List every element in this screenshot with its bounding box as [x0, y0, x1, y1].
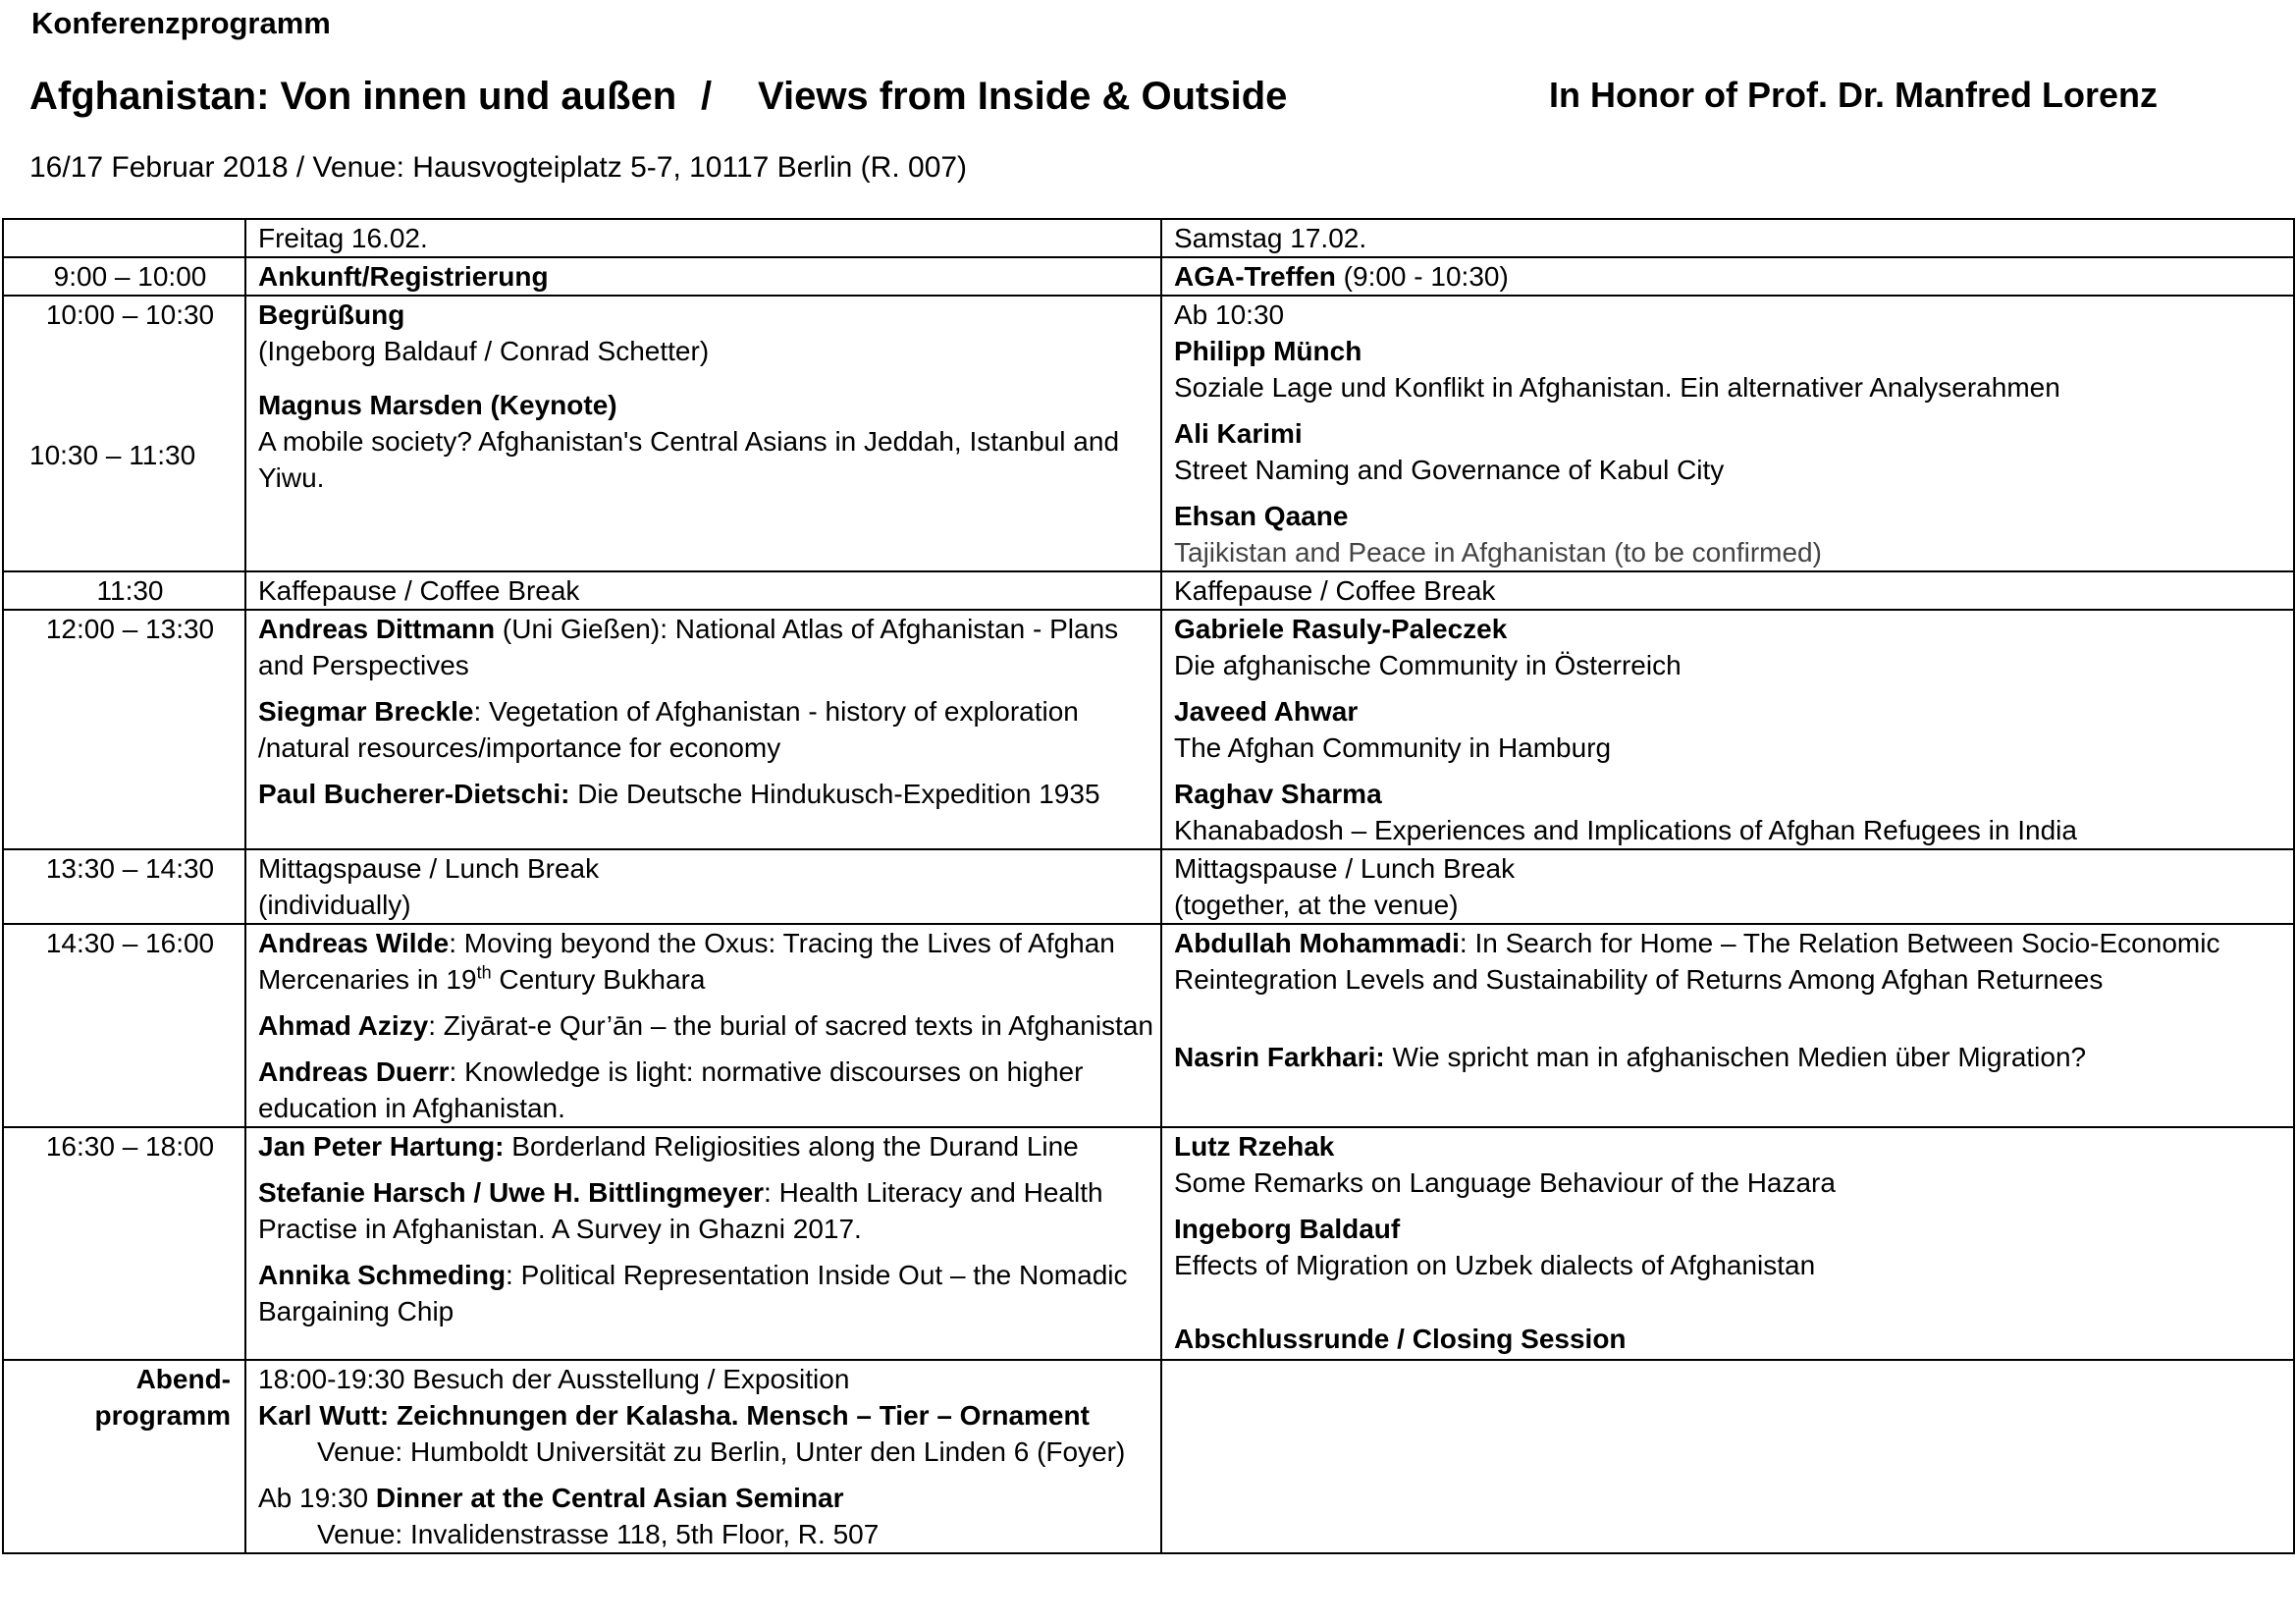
conference-title — [29, 75, 2268, 130]
talk-title: Some Remarks on Language Behaviour of the Hazara — [1174, 1167, 1836, 1198]
talk-entry — [258, 611, 1160, 683]
session-time: (9:00 - 10:30) — [1335, 261, 1509, 292]
friday-cell: Kaffepause / Coffee Break — [245, 571, 1161, 610]
talk-title: (Ingeborg Baldauf / Conrad Schetter) — [258, 336, 710, 366]
speaker-name: Begrüßung — [258, 299, 405, 330]
break-note: (together, at the venue) — [1174, 890, 1459, 920]
friday-cell — [245, 610, 1161, 849]
talk-title: : Political Representation Inside Out – the Nomadic Bargaining Chip — [258, 1260, 1128, 1326]
time-cell: 12:00 – 13:30 — [3, 610, 245, 849]
talk-title: Die Deutsche Hindukusch-Expedition 1935 — [569, 779, 1100, 809]
speaker-name: Ehsan Qaane — [1174, 501, 1349, 531]
speaker-name: Ingeborg Baldauf — [1174, 1214, 1401, 1244]
speaker-name: Lutz Rzehak — [1174, 1131, 1335, 1162]
table-row — [3, 296, 2294, 571]
saturday-cell — [1161, 296, 2294, 571]
speaker-name: Andreas Duerr — [258, 1056, 450, 1087]
table-row — [3, 924, 2294, 1127]
saturday-cell — [1161, 924, 2294, 1127]
time-cell — [3, 1360, 245, 1553]
table-row — [3, 257, 2294, 296]
friday-cell: Ankunft/Registrierung — [245, 257, 1161, 296]
speaker-name: Ali Karimi — [1174, 418, 1303, 449]
talk-title: : Health Literacy and Health Practise in Afghanistan. A Survey in Ghazni 2017. — [258, 1177, 1103, 1244]
speaker-name: Ahmad Azizy — [258, 1010, 429, 1041]
title-german: Afghanistan: Von innen und außen — [29, 75, 677, 118]
break-label: Mittagspause / Lunch Break — [1174, 853, 1516, 884]
table-row-evening — [3, 1360, 2294, 1553]
speaker-name: Magnus Marsden (Keynote) — [258, 390, 617, 420]
time-cell: 13:30 – 14:30 — [3, 849, 245, 924]
saturday-cell — [1161, 849, 2294, 924]
talk-entry — [258, 776, 1160, 812]
speaker-name: Philipp Münch — [1174, 336, 1362, 366]
talk-title: : Ziyārat-e Qur’ān – the burial of sacred texts in Afghanistan — [428, 1010, 1153, 1041]
talk-entry — [258, 1007, 1160, 1044]
friday-cell — [245, 849, 1161, 924]
date-venue-line: 16/17 Februar 2018 / Venue: Hausvogteiplatz 5-7, 10117 Berlin (R. 007) — [29, 151, 968, 184]
talk-title: Soziale Lage und Konflikt in Afghanistan. Ein alternativer Analyserahmen — [1174, 372, 2060, 403]
break-label: Mittagspause / Lunch Break — [258, 853, 600, 884]
exhibition-line: 18:00-19:30 Besuch der Ausstellung / Exposition — [258, 1364, 850, 1394]
talk-title: : Moving beyond the Oxus: Tracing the Lives of Afghan Mercenaries in 19 — [258, 928, 1115, 995]
speaker-name: Raghav Sharma — [1174, 779, 1382, 809]
title-english: Views from Inside & Outside — [758, 75, 1288, 118]
speaker-name: Jan Peter Hartung: — [258, 1131, 505, 1162]
speaker-name: Gabriele Rasuly-Paleczek — [1174, 614, 1508, 644]
time-cell: 14:30 – 16:00 — [3, 924, 245, 1127]
dinner-time: Ab 19:30 — [258, 1483, 376, 1513]
program-table — [2, 218, 2295, 1554]
saturday-cell — [1161, 1360, 2294, 1553]
speaker-name: Andreas Wilde — [258, 928, 450, 958]
exhibition-title: Karl Wutt: Zeichnungen der Kalasha. Mensch – Tier – Ornament — [258, 1400, 1090, 1431]
talk-entry — [258, 1174, 1160, 1247]
closing-session: Abschlussrunde / Closing Session — [1174, 1324, 1627, 1354]
talk-entry — [258, 1054, 1160, 1126]
day-header-friday: Freitag 16.02. — [245, 219, 1161, 257]
table-row — [3, 571, 2294, 610]
table-row — [3, 1127, 2294, 1360]
honor-line: In Honor of Prof. Dr. Manfred Lorenz — [1549, 75, 2158, 115]
talk-title: A mobile society? Afghanistan's Central Asians in Jeddah, Istanbul and Yiwu. — [258, 426, 1120, 493]
day-header-saturday: Samstag 17.02. — [1161, 219, 2294, 257]
talk-title: Wie spricht man in afghanischen Medien über Migration? — [1384, 1042, 2087, 1072]
talk-title: Borderland Religiosities along the Durand Line — [504, 1131, 1079, 1162]
talk-title: Die afghanische Community in Österreich — [1174, 650, 1682, 680]
speaker-name: Andreas Dittmann — [258, 614, 496, 644]
speaker-name: Javeed Ahwar — [1174, 696, 1359, 727]
time-cell: 16:30 – 18:00 — [3, 1127, 245, 1360]
talk-entry — [1174, 925, 2293, 998]
evening-label: Abend- — [135, 1364, 231, 1394]
dinner-title: Dinner at the Central Asian Seminar — [375, 1483, 844, 1513]
talk-title: : Vegetation of Afghanistan - history of exploration /natural resources/importance for economy — [258, 696, 1079, 763]
talk-entry — [258, 925, 1160, 998]
document-label: Konferenzprogramm — [31, 6, 331, 40]
session-title: AGA-Treffen — [1174, 261, 1336, 292]
table-row — [3, 849, 2294, 924]
saturday-cell — [1161, 257, 2294, 296]
time-cell: 11:30 — [3, 571, 245, 610]
time-cell — [3, 219, 245, 257]
speaker-name: Paul Bucherer-Dietschi: — [258, 779, 570, 809]
talk-title: The Afghan Community in Hamburg — [1174, 732, 1612, 763]
talk-title-end: Century Bukhara — [491, 964, 706, 995]
speaker-name: Siegmar Breckle — [258, 696, 474, 727]
friday-cell — [245, 1360, 1161, 1553]
evening-label: programm — [94, 1400, 231, 1431]
session-start: Ab 10:30 — [1174, 299, 1285, 330]
friday-cell — [245, 296, 1161, 571]
speaker-name: Annika Schmeding — [258, 1260, 507, 1290]
venue-line: Venue: Invalidenstrasse 118, 5th Floor, R. 507 — [317, 1519, 880, 1549]
table-row — [3, 610, 2294, 849]
talk-title: Effects of Migration on Uzbek dialects of Afghanistan — [1174, 1250, 1816, 1280]
time-cell: 9:00 – 10:00 — [3, 257, 245, 296]
talk-entry — [258, 1128, 1160, 1164]
time-slot: 10:00 – 10:30 — [45, 299, 215, 330]
talk-entry — [1174, 1039, 2293, 1075]
talk-title: (Uni Gießen): National Atlas of Afghanistan - Plans and Perspectives — [258, 614, 1119, 680]
break-note: (individually) — [258, 890, 411, 920]
table-row-days — [3, 219, 2294, 257]
superscript: th — [476, 962, 492, 983]
title-separator: / — [701, 75, 713, 118]
speaker-name: Stefanie Harsch / Uwe H. Bittlingmeyer — [258, 1177, 765, 1208]
time-cell — [3, 296, 245, 571]
talk-entry — [258, 1257, 1160, 1329]
speaker-name: Nasrin Farkhari: — [1174, 1042, 1385, 1072]
saturday-cell — [1161, 610, 2294, 849]
talk-title: Street Naming and Governance of Kabul City — [1174, 455, 1725, 485]
speaker-name: Abdullah Mohammadi — [1174, 928, 1460, 958]
saturday-cell — [1161, 1127, 2294, 1360]
talk-title: Khanabadosh – Experiences and Implications of Afghan Refugees in India — [1174, 815, 2077, 845]
dinner-line — [258, 1480, 1160, 1516]
friday-cell — [245, 1127, 1161, 1360]
time-slot: 10:30 – 11:30 — [29, 440, 196, 470]
saturday-cell: Kaffepause / Coffee Break — [1161, 571, 2294, 610]
venue-line: Venue: Humboldt Universität zu Berlin, Unter den Linden 6 (Foyer) — [317, 1436, 1126, 1467]
talk-entry — [258, 693, 1160, 766]
talk-title: Tajikistan and Peace in Afghanistan (to be confirmed) — [1174, 537, 1822, 568]
friday-cell — [245, 924, 1161, 1127]
talk-title: : In Search for Home – The Relation Between Socio-Economic Reintegration Levels and Sustainability of Returns Among Afghan Returnees — [1174, 928, 2220, 995]
talk-title: : Knowledge is light: normative discourses on higher education in Afghanistan. — [258, 1056, 1084, 1123]
